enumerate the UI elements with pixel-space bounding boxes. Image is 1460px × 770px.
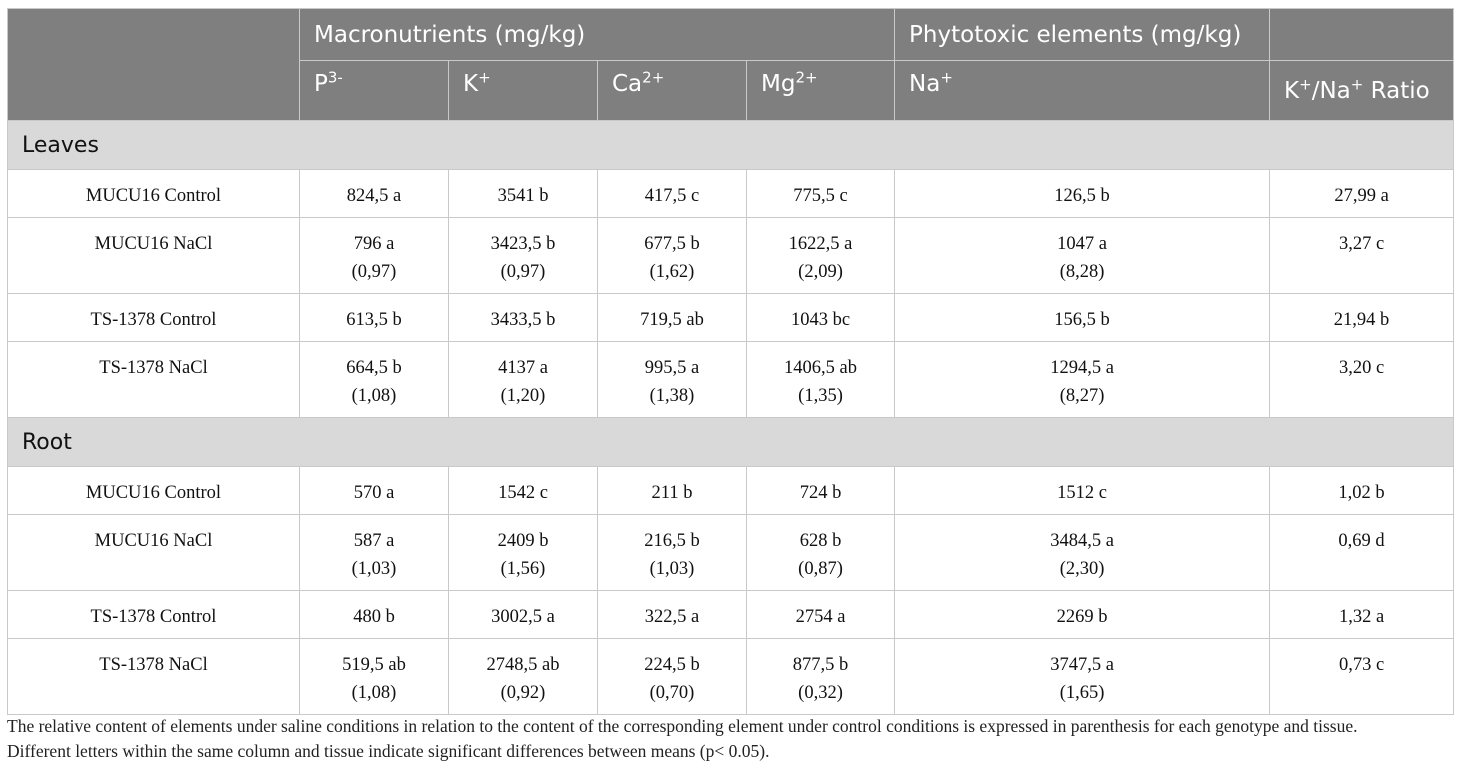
cell-value: 4137 a xyxy=(498,358,548,378)
cell-value: 3747,5 a xyxy=(1050,655,1114,675)
table-cell xyxy=(895,170,1270,218)
table-row xyxy=(8,170,1454,218)
header-group-phytotoxic: Phytotoxic elements (mg/kg) xyxy=(895,9,1270,61)
table-cell xyxy=(1270,467,1454,515)
cell-value: 0,69 d xyxy=(1338,531,1385,551)
table-cell xyxy=(895,467,1270,515)
cell-value: 322,5 a xyxy=(644,607,700,627)
section-title: Leaves xyxy=(8,121,1454,170)
cell-relative-value: (0,32) xyxy=(798,683,843,703)
table-cell xyxy=(449,591,598,639)
section-row xyxy=(8,418,1454,467)
row-label: TS-1378 NaCl xyxy=(8,639,300,715)
cell-value: 570 a xyxy=(353,483,395,503)
table-cell xyxy=(747,294,895,342)
header-col-k: K+ xyxy=(449,61,598,121)
header-empty-cell xyxy=(8,9,300,121)
cell-value: 21,94 b xyxy=(1333,310,1390,330)
cell-value: 1622,5 a xyxy=(788,234,853,254)
table-row xyxy=(8,342,1454,418)
footnote-line: The relative content of elements under saline conditions in relation to the content of the corresponding element under control conditions is expressed in parenthesis for each genotype and tissue. xyxy=(7,716,1358,736)
cell-value: 211 b xyxy=(651,483,693,503)
cell-value: 126,5 b xyxy=(1054,186,1110,206)
table-cell xyxy=(747,515,895,591)
table-cell xyxy=(747,639,895,715)
cell-value: 2754 a xyxy=(795,607,846,627)
row-label: MUCU16 Control xyxy=(8,170,300,218)
table-cell xyxy=(895,342,1270,418)
table-cell xyxy=(1270,170,1454,218)
cell-value: 628 b xyxy=(799,531,842,551)
cell-relative-value: (8,27) xyxy=(1059,386,1105,406)
cell-value: 613,5 b xyxy=(346,310,402,330)
table-footnote xyxy=(7,714,1457,764)
row-label: TS-1378 Control xyxy=(8,294,300,342)
cell-relative-value: (0,92) xyxy=(500,683,546,703)
table-header xyxy=(8,9,1454,121)
table-cell xyxy=(598,591,747,639)
table-cell xyxy=(1270,515,1454,591)
table-cell xyxy=(747,170,895,218)
cell-relative-value: (1,03) xyxy=(649,559,695,579)
cell-relative-value: (0,97) xyxy=(351,262,397,282)
header-col-na: Na+ xyxy=(895,61,1270,121)
table-cell xyxy=(300,294,449,342)
cell-relative-value: (0,97) xyxy=(500,262,546,282)
cell-value: 3433,5 b xyxy=(490,310,556,330)
cell-relative-value: (0,87) xyxy=(798,559,843,579)
cell-value: 224,5 b xyxy=(644,655,700,675)
cell-value: 27,99 a xyxy=(1334,186,1389,206)
table-cell xyxy=(1270,591,1454,639)
table-cell xyxy=(449,342,598,418)
nutrient-table xyxy=(7,8,1454,715)
cell-value: 877,5 b xyxy=(792,655,849,675)
cell-relative-value: (1,08) xyxy=(351,386,397,406)
table-cell xyxy=(895,591,1270,639)
table-cell xyxy=(895,294,1270,342)
table-cell xyxy=(747,591,895,639)
table-cell xyxy=(449,294,598,342)
cell-value: 796 a xyxy=(353,234,395,254)
table-cell xyxy=(300,639,449,715)
table-cell xyxy=(598,639,747,715)
cell-value: 0,73 c xyxy=(1338,655,1385,675)
table-cell xyxy=(1270,342,1454,418)
table-cell xyxy=(300,467,449,515)
cell-value: 1,32 a xyxy=(1338,607,1385,627)
cell-value: 724 b xyxy=(799,483,842,503)
cell-relative-value: (8,28) xyxy=(1059,262,1105,282)
cell-value: 156,5 b xyxy=(1054,310,1110,330)
table-cell xyxy=(598,218,747,294)
cell-relative-value: (1,20) xyxy=(500,386,546,406)
table-cell xyxy=(300,591,449,639)
cell-value: 3,20 c xyxy=(1338,358,1385,378)
cell-value: 519,5 ab xyxy=(342,655,406,675)
table-container xyxy=(7,8,1453,715)
cell-relative-value: (1,56) xyxy=(500,559,546,579)
cell-value: 1406,5 ab xyxy=(784,358,857,378)
cell-relative-value: (2,09) xyxy=(798,262,843,282)
cell-value: 1512 c xyxy=(1057,483,1107,503)
cell-relative-value: (1,03) xyxy=(351,559,397,579)
cell-value: 3423,5 b xyxy=(490,234,556,254)
table-cell xyxy=(747,342,895,418)
cell-relative-value: (1,35) xyxy=(798,386,843,406)
table-cell xyxy=(449,639,598,715)
table-row xyxy=(8,515,1454,591)
table-cell xyxy=(300,218,449,294)
cell-value: 1043 bc xyxy=(790,310,851,330)
cell-relative-value: (1,62) xyxy=(649,262,695,282)
table-cell xyxy=(895,515,1270,591)
cell-value: 995,5 a xyxy=(644,358,700,378)
table-row xyxy=(8,294,1454,342)
cell-value: 664,5 b xyxy=(346,358,402,378)
cell-relative-value: (1,65) xyxy=(1059,683,1105,703)
header-col-ratio: K+/Na+ Ratio xyxy=(1270,61,1454,121)
footnote-line: Different letters within the same column and tissue indicate significant differences between means (p< 0.05). xyxy=(7,741,770,761)
cell-value: 775,5 c xyxy=(793,186,848,206)
table-cell xyxy=(1270,218,1454,294)
table-cell xyxy=(300,342,449,418)
cell-value: 3484,5 a xyxy=(1050,531,1114,551)
cell-value: 2409 b xyxy=(497,531,549,551)
cell-value: 480 b xyxy=(353,607,395,627)
cell-value: 3002,5 a xyxy=(491,607,555,627)
cell-value: 1542 c xyxy=(498,483,548,503)
table-cell xyxy=(300,170,449,218)
table-cell xyxy=(598,294,747,342)
header-col-p: $P^{3-}$ xyxy=(300,61,449,121)
cell-value: 3,27 c xyxy=(1338,234,1385,254)
cell-relative-value: (2,30) xyxy=(1059,559,1105,579)
cell-relative-value: (0,70) xyxy=(649,683,695,703)
row-label: MUCU16 NaCl xyxy=(8,218,300,294)
cell-value: 2269 b xyxy=(1056,607,1108,627)
table-cell xyxy=(598,515,747,591)
cell-value: 1,02 b xyxy=(1338,483,1385,503)
cell-value: 216,5 b xyxy=(644,531,700,551)
cell-value: 824,5 a xyxy=(346,186,402,206)
table-row xyxy=(8,639,1454,715)
cell-value: 1294,5 a xyxy=(1050,358,1114,378)
cell-value: 3541 b xyxy=(497,186,549,206)
table-cell xyxy=(598,170,747,218)
cell-value: 1047 a xyxy=(1057,234,1107,254)
table-cell xyxy=(1270,639,1454,715)
table-cell xyxy=(747,467,895,515)
table-cell xyxy=(895,639,1270,715)
table-cell xyxy=(300,515,449,591)
cell-relative-value: (1,08) xyxy=(351,683,397,703)
table-row xyxy=(8,467,1454,515)
cell-value: 587 a xyxy=(353,531,395,551)
row-label: TS-1378 NaCl xyxy=(8,342,300,418)
table-cell xyxy=(747,218,895,294)
section-title: Root xyxy=(8,418,1454,467)
table-cell xyxy=(598,342,747,418)
header-empty-ratio-top xyxy=(1270,9,1454,61)
table-cell xyxy=(895,218,1270,294)
table-cell xyxy=(598,467,747,515)
table-cell xyxy=(449,515,598,591)
section-row xyxy=(8,121,1454,170)
cell-value: 417,5 c xyxy=(644,186,700,206)
header-col-mg: $Mg^{2+}$ xyxy=(747,61,895,121)
header-col-ca: $Ca^{2+}$ xyxy=(598,61,747,121)
table-row xyxy=(8,218,1454,294)
row-label: TS-1378 Control xyxy=(8,591,300,639)
cell-value: 2748,5 ab xyxy=(486,655,560,675)
table-body xyxy=(8,121,1454,715)
table-cell xyxy=(449,467,598,515)
cell-relative-value: (1,38) xyxy=(649,386,695,406)
table-cell xyxy=(449,170,598,218)
header-group-macronutrients: Macronutrients (mg/kg) xyxy=(300,9,895,61)
row-label: MUCU16 NaCl xyxy=(8,515,300,591)
row-label: MUCU16 Control xyxy=(8,467,300,515)
cell-value: 677,5 b xyxy=(644,234,700,254)
table-cell xyxy=(449,218,598,294)
table-cell xyxy=(1270,294,1454,342)
cell-value: 719,5 ab xyxy=(640,310,704,330)
table-row xyxy=(8,591,1454,639)
